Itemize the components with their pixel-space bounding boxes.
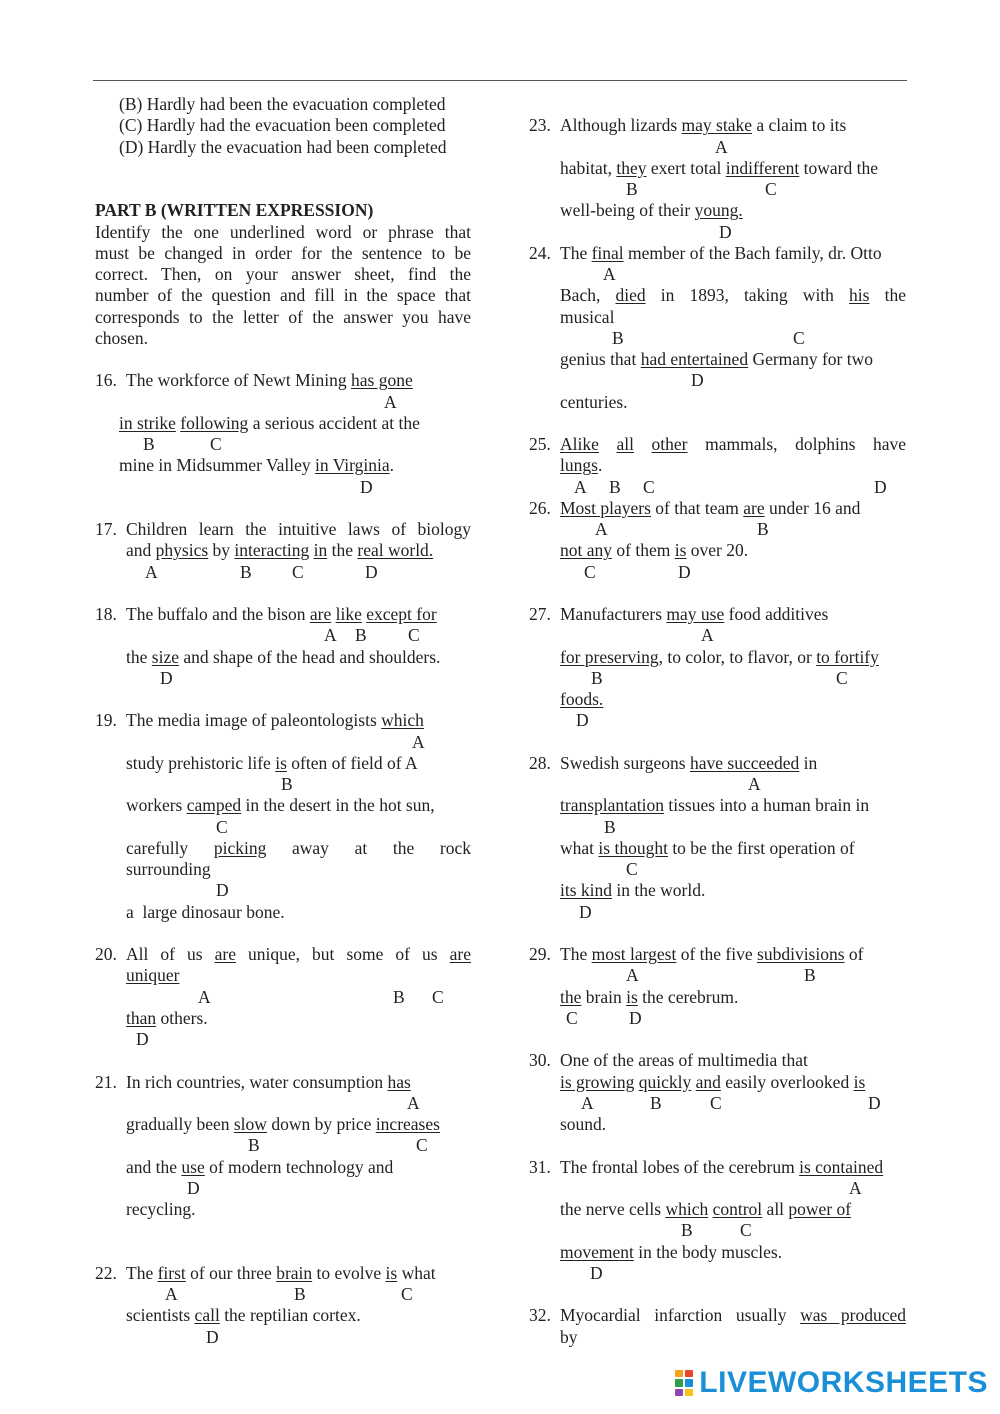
answer-letter: A [324,625,337,646]
answer-letter: A [595,519,608,539]
top-rule [93,80,907,81]
liveworksheets-logo[interactable] [675,1366,988,1400]
question-18: 18. The buffalo and the bison are like except for A B C the size and shape of the head and shoulders. D [95,604,441,688]
answer-letter: D [136,1029,149,1049]
underlined-phrase: are [449,944,472,964]
answer-letter: B [609,476,621,497]
answer-letter: D [691,370,704,391]
answer-letter: A [384,391,397,412]
answer-letter: B [804,965,816,986]
question-23: 23. Although lizards may stake a claim to its A habitat, they exert total indifferent toward the B C well-being of their young. D [529,115,878,242]
underlined-phrase: lungs [560,455,598,476]
question-20: 20. All of us are unique, but some of us are uniquer A B C than others. D [95,944,472,1049]
underlined-phrase: Most players [560,497,651,518]
answer-letter: D [590,1262,603,1283]
question-26: 26. Most players of that team are under 16 and A B not any of them is over 20. C D [529,497,861,582]
underlined-phrase: died [615,285,646,306]
question-25: 25. Alike all other mammals, dolphins have lungs. A B C D [529,434,906,497]
underlined-phrase: than [126,1007,157,1028]
answer-letter: B [355,625,367,646]
underlined-phrase: final [591,242,624,263]
liveworksheets-icon [675,1370,693,1396]
answer-letter: D [576,710,589,731]
underlined-phrase: are [214,944,236,964]
option-c: (C) Hardly had the evacuation been completed [119,115,446,136]
answer-letter: A [165,1284,178,1304]
question-27: 27. Manufacturers may use food additives A for preserving, to color, to flavor, or to fortify B C foods. D [529,604,879,731]
answer-letter: C [584,561,596,582]
answer-letter: A [748,774,761,794]
answer-letter: C [401,1284,413,1304]
answer-letter: B [604,816,616,837]
underlined-phrase: power of [788,1199,852,1219]
instructions-line: must be changed in order for the sentence to be [95,242,471,263]
underlined-phrase: other [651,434,688,454]
answer-letter: B [626,179,638,199]
answer-letter: C [710,1092,722,1113]
question-number: 25. [529,434,551,454]
underlined-phrase: they [616,157,647,178]
underlined-phrase: and [695,1071,721,1092]
underlined-phrase: to fortify [816,646,879,667]
underlined-phrase: is growing [560,1071,635,1092]
underlined-phrase: foods. [560,689,604,709]
answer-letter: B [681,1220,693,1241]
answer-letter: D [365,561,378,582]
question-number: 20. [95,944,117,964]
underlined-phrase: is thought [598,837,668,858]
question-number: 24. [529,242,551,263]
underlined-phrase: are [743,497,765,518]
option-b: (B) Hardly had been the evacuation completed [119,94,446,114]
question-31: 31. The frontal lobes of the cerebrum is contained A the nerve cells which control all power of B C movement in the body muscles. D [529,1156,884,1283]
answer-letter: A [412,731,425,752]
underlined-phrase: Alike [560,434,599,454]
underlined-phrase: physics [155,540,209,561]
answer-letter: D [187,1177,200,1198]
answer-letter: D [868,1092,881,1113]
answer-letter: B [240,561,252,582]
brand-name: LIVEWORKSHEETS [699,1366,988,1399]
answer-letter: D [719,221,732,242]
underlined-phrase: which [381,710,424,731]
question-number: 26. [529,497,551,518]
underlined-phrase: has gone [351,370,413,391]
answer-letter: B [143,434,155,454]
answer-letter: A [849,1177,862,1198]
underlined-phrase: in strike [119,412,176,433]
answer-letter: B [281,774,293,794]
answer-letter: C [292,561,304,582]
answer-letter: A [574,476,587,497]
answer-letter: A [715,136,728,157]
answer-letter: A [198,986,211,1007]
answer-letter: C [416,1135,428,1156]
question-number: 21. [95,1071,117,1092]
underlined-phrase: first [157,1262,186,1283]
answer-letter: D [160,667,173,688]
underlined-phrase: was produced [800,1305,906,1326]
underlined-phrase: like [335,604,362,624]
question-32: 32. Myocardial infarction usually was produced by [529,1305,906,1347]
underlined-phrase: size [151,646,179,667]
underlined-phrase: quickly [638,1071,692,1092]
underlined-phrase: its kind [560,880,613,901]
answer-letter: D [360,476,373,497]
underlined-phrase: not any [560,540,613,561]
answer-letter: C [216,816,228,837]
underlined-phrase: indifferent [725,157,800,178]
underlined-phrase: is contained [799,1156,884,1177]
question-number: 27. [529,604,551,624]
underlined-phrase: control [712,1199,763,1219]
answer-letter: B [757,519,769,539]
answer-letter: D [579,901,592,922]
answer-letter: C [765,179,777,199]
underlined-phrase: picking [213,837,267,858]
instructions-line: correct. Then, on your answer sheet, find the [95,264,471,284]
part-b-heading: PART B (WRITTEN EXPRESSION) [95,200,374,221]
question-number: 28. [529,752,551,773]
question-19: 19. The media image of paleontologists which A study prehistoric life is often of field of A B workers camped in the desert in the hot sun, C carefully picking away at the rock surrounding D a large dinosaur bone. [95,710,471,922]
question-16: 16. The workforce of Newt Mining has gone A in strike following a serious accident at the B C mine in Midsummer Valley in Virginia. D [95,370,420,497]
underlined-phrase: is [674,540,687,561]
question-21: 21. In rich countries, water consumption has A gradually been slow down by price increases B C and the use of modern technology and D recycling. [95,1071,440,1219]
underlined-phrase: the [560,986,582,1007]
question-24: 24. The final member of the Bach family, dr. Otto A Bach, died in 1893, taking with his the musical B C genius that had entertained Germany for two D centuries. [529,242,906,412]
question-30: 30. One of the areas of multimedia that is growing quickly and easily overlooked is A B C D sound. [529,1050,881,1134]
underlined-phrase: have succeeded [689,752,800,773]
answer-letter: A [603,264,616,284]
answer-letter: B [393,986,405,1007]
underlined-phrase: young. [694,200,743,221]
underlined-phrase: for preserving [560,646,659,667]
underlined-phrase: call [194,1305,220,1326]
question-number: 32. [529,1305,551,1326]
question-number: 19. [95,710,117,731]
underlined-phrase: camped [186,795,242,816]
answer-letter: A [701,625,714,646]
answer-letter: D [678,561,691,582]
underlined-phrase: his [849,285,870,306]
question-28: 28. Swedish surgeons have succeeded in A transplantation tissues into a human brain in B what is thought to be the first operation of C its kind in the world. D [529,752,870,922]
question-number: 23. [529,115,551,136]
underlined-phrase: which [665,1199,709,1219]
question-29: 29. The most largest of the five subdivisions of A B the brain is the cerebrum. C D [529,944,864,1028]
underlined-phrase: is [385,1262,398,1283]
question-number: 29. [529,944,551,964]
underlined-phrase: is [626,986,638,1007]
question-22: 22. The first of our three brain to evolve is what A B C scientists call the reptilian cortex. D [95,1262,436,1347]
answer-letter: B [248,1135,260,1156]
answer-letter: B [650,1092,662,1113]
answer-letter: C [408,625,420,646]
underlined-phrase: movement [560,1241,634,1262]
underlined-phrase: has [387,1071,411,1092]
answer-letter: D [206,1326,219,1347]
question-number: 16. [95,370,117,391]
underlined-phrase: real world. [357,540,434,561]
instructions-line: chosen. [95,327,148,348]
answer-letter: A [581,1092,594,1113]
answer-letter: B [591,667,603,688]
question-17: 17. Children learn the intuitive laws of biology and physics by interacting in the real world. A B C D [95,519,471,582]
underlined-phrase: is [853,1071,866,1092]
right-column [529,94,906,1348]
instructions-line: corresponds to the letter of the answer you have [95,306,471,327]
underlined-phrase: interacting [234,540,310,561]
answer-letter: C [643,476,655,497]
question-number: 18. [95,604,117,624]
underlined-phrase: had entertained [640,349,749,369]
question-number: 22. [95,1262,117,1283]
answer-letter: A [145,561,158,582]
left-column [95,94,471,1348]
instructions-line: number of the question and fill in the space that [95,285,471,306]
answer-letter: B [294,1284,306,1304]
underlined-phrase: use [181,1156,205,1177]
answer-letter: C [740,1220,752,1241]
underlined-phrase: transplantation [560,795,665,816]
underlined-phrase: brain [276,1262,313,1283]
question-number: 30. [529,1050,551,1071]
underlined-phrase: subdivisions [757,944,845,964]
answer-letter: C [793,327,805,348]
underlined-phrase: may stake [681,115,752,136]
underlined-phrase: all [616,434,634,454]
underlined-phrase: in [313,540,328,561]
underlined-phrase: are [309,604,332,624]
option-d: (D) Hardly the evacuation had been completed [119,136,447,157]
answer-letter: B [612,327,624,348]
answer-letter: C [566,1007,578,1028]
answer-letter: A [626,965,639,986]
answer-letter: C [210,434,222,454]
question-number: 31. [529,1156,551,1177]
underlined-phrase: may use [666,604,725,624]
underlined-phrase: slow [233,1114,267,1134]
underlined-phrase: following [180,412,249,433]
answer-letter: D [874,476,887,497]
answer-letter: A [407,1092,420,1113]
underlined-phrase: most largest [591,944,677,964]
underlined-phrase: increases [375,1114,440,1134]
underlined-phrase: except for [366,604,437,624]
answer-letter: D [629,1007,642,1028]
underlined-phrase: in Virginia [315,455,390,476]
question-number: 17. [95,519,117,539]
answer-letter: D [216,880,229,901]
answer-letter: C [432,986,444,1007]
answer-letter: C [836,667,848,688]
answer-letter: C [626,859,638,879]
underlined-phrase: is [275,752,287,773]
instructions-line: Identify the one underlined word or phrase that [95,221,471,242]
underlined-phrase: uniquer [126,965,180,986]
